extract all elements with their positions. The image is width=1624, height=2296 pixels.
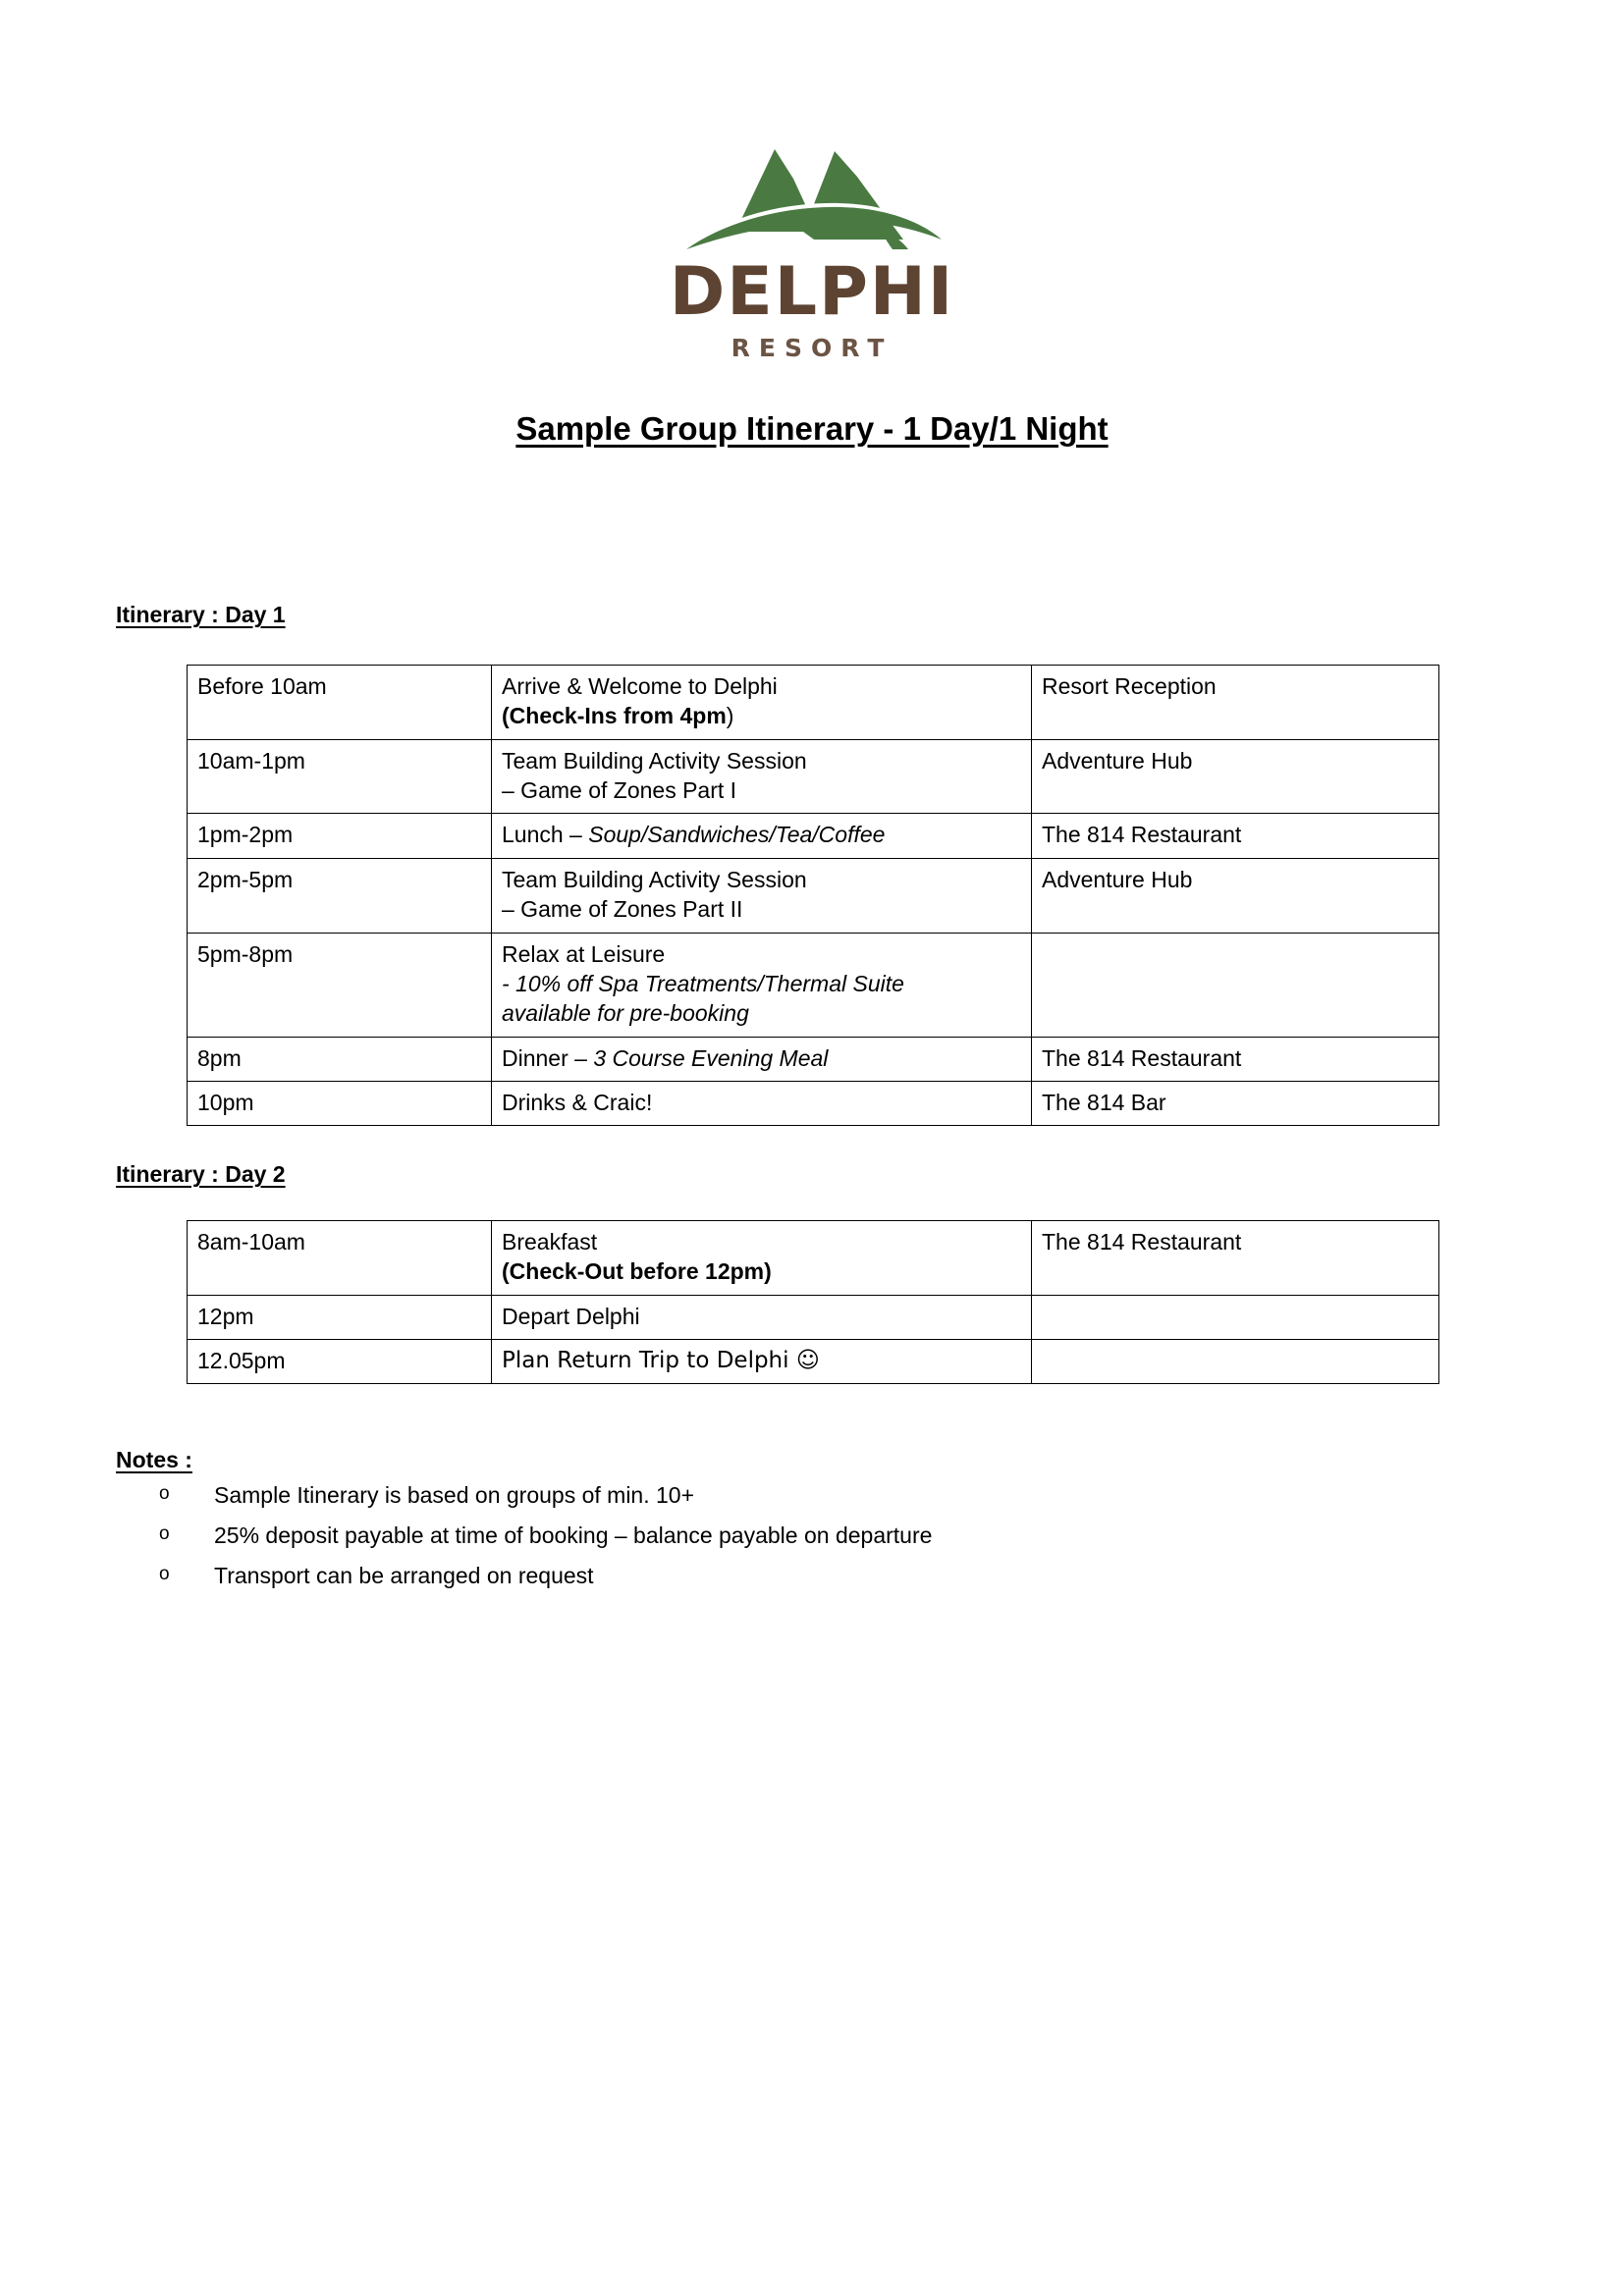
cell-time: 5pm-8pm [188,933,492,1037]
list-item [147,1561,932,1591]
cell-activity [492,1037,1032,1081]
activity-emphasis: 3 Course Evening Meal [593,1044,829,1071]
table-row [188,1037,1439,1081]
table-row [188,1221,1439,1296]
cell-location: The 814 Restaurant [1032,1037,1439,1081]
resort-logo [0,126,1624,360]
itinerary-table-day1 [187,665,1439,1126]
activity-line: Arrive & Welcome to Delphi [502,673,778,699]
activity-emphasis: Check-Ins from 4pm [509,703,727,729]
activity-prefix: Lunch – [502,822,589,848]
paren-close: ) [726,703,734,729]
table-row [188,666,1439,740]
cell-time: 10am-1pm [188,739,492,814]
itinerary-table-day2 [187,1220,1439,1384]
cell-activity [492,814,1032,858]
cell-activity: Drinks & Craic! [492,1081,1032,1125]
cell-time: Before 10am [188,666,492,740]
activity-line: – Game of Zones Part II [502,896,743,923]
cell-time: 10pm [188,1081,492,1125]
notes-list [147,1480,932,1601]
cell-time: 8pm [188,1037,492,1081]
cell-activity [492,666,1032,740]
cell-time: 1pm-2pm [188,814,492,858]
table-row [188,933,1439,1037]
cell-time: 12.05pm [188,1340,492,1384]
activity-prefix: Dinner – [502,1044,594,1071]
activity-line: Relax at Leisure [502,940,666,967]
activity-emphasis: available for pre-booking [502,1000,749,1027]
table-row [188,1081,1439,1125]
activity-line: Breakfast [502,1229,598,1255]
cell-location: The 814 Restaurant [1032,814,1439,858]
activity-line [502,1256,1021,1286]
cell-activity [492,858,1032,933]
activity-emphasis: Soup/Sandwiches/Tea/Coffee [588,822,886,848]
note-text: Transport can be arranged on request [214,1563,594,1589]
cell-activity [492,739,1032,814]
table-row [188,1340,1439,1384]
mountain-logo-icon [665,126,959,255]
table-row [188,858,1439,933]
logo-tagline: RESORT [731,334,893,362]
bullet-icon: o [159,1564,170,1585]
cell-location: The 814 Bar [1032,1081,1439,1125]
section-heading-day1: Itinerary : Day 1 [116,602,286,627]
list-item [147,1480,932,1511]
paren-open: ( [502,703,510,729]
cell-location [1032,1295,1439,1339]
table-row [188,1295,1439,1339]
activity-line: Team Building Activity Session [502,747,807,774]
cell-location: Adventure Hub [1032,739,1439,814]
paren-open: ( [502,1258,510,1285]
activity-line: – Game of Zones Part I [502,777,737,804]
cell-time: 8am-10am [188,1221,492,1296]
cell-location: Adventure Hub [1032,858,1439,933]
cell-time: 2pm-5pm [188,858,492,933]
cell-location [1032,933,1439,1037]
paren-close: ) [764,1258,772,1285]
bullet-icon: o [159,1483,170,1504]
activity-line: Team Building Activity Session [502,866,807,892]
note-text: 25% deposit payable at time of booking – balance payable on departure [214,1522,933,1549]
cell-activity [492,933,1032,1037]
section-heading-notes: Notes : [116,1447,192,1472]
logo-wordmark: DELPHI [669,253,955,331]
cell-activity: Depart Delphi [492,1295,1032,1339]
cell-location [1032,1340,1439,1384]
page-title: Sample Group Itinerary - 1 Day/1 Night [515,410,1109,447]
activity-emphasis: - 10% off Spa Treatments/Thermal Suite [502,970,904,996]
bullet-icon: o [159,1523,170,1545]
table-row [188,739,1439,814]
cell-location: The 814 Restaurant [1032,1221,1439,1296]
section-heading-day2: Itinerary : Day 2 [116,1161,286,1187]
activity-line [502,701,1021,730]
activity-emphasis: Check-Out before 12pm [509,1258,765,1285]
list-item [147,1521,932,1551]
cell-time: 12pm [188,1295,492,1339]
cell-activity [492,1221,1032,1296]
cell-location: Resort Reception [1032,666,1439,740]
note-text: Sample Itinerary is based on groups of min. 10+ [214,1482,695,1508]
table-row [188,814,1439,858]
cell-activity: Plan Return Trip to Delphi ☺ [492,1340,1032,1384]
